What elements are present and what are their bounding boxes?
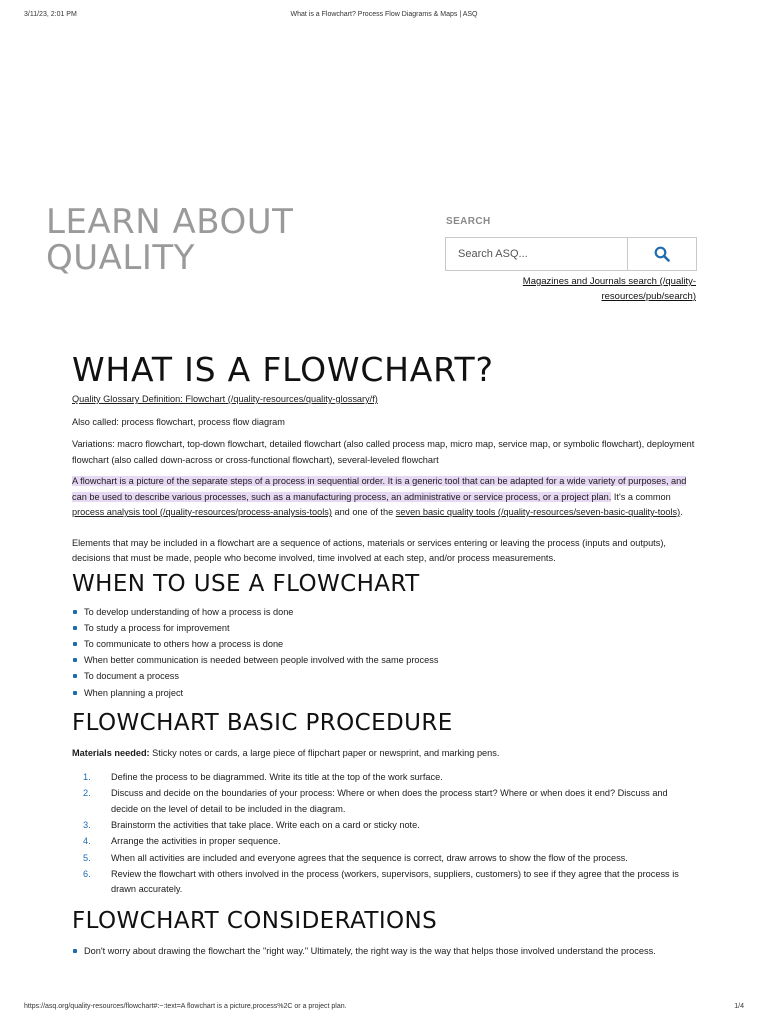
list-item: When planning a project [72,685,696,701]
page-title: WHAT IS A FLOWCHART? [72,350,494,389]
list-item: 2. Discuss and decide on the boundaries of your process: Where or when does the process start? Where or when does it end? Discuss and decide on the level of detail to be included in the diagram. [83,788,668,814]
print-page-number: 1/4 [734,1003,744,1010]
list-item: To develop understanding of how a process is done [72,604,696,620]
list-item: To study a process for improvement [72,620,696,636]
search-icon [654,246,670,262]
list-item: Don't worry about drawing the flowchart the "right way." Ultimately, the right way is the way that helps those involved understand the process. [72,943,696,959]
glossary-definition-link[interactable]: Quality Glossary Definition: Flowchart (/quality-resources/quality-glossary/f) [72,394,378,404]
search-button[interactable] [627,237,697,271]
elements-paragraph: Elements that may be included in a flowchart are a sequence of actions, materials or services entering or leaving the process (inputs and outputs), decisions that must be made, people who become involved, time involved at each step, and/or process measurements. [72,537,666,563]
when-to-use-list [72,604,696,701]
basic-procedure-heading: FLOWCHART BASIC PROCEDURE [72,709,453,736]
also-called-text: Also called: process flowchart, process flow diagram [72,416,285,427]
search-input[interactable] [445,237,627,271]
magazines-journals-search-link[interactable]: Magazines and Journals search (/quality-resources/pub/search) [522,276,696,302]
variations-text: Variations: macro flowchart, top-down flowchart, detailed flowchart (also called process map, micro map, service map, or symbolic flowchart), deployment flowchart (also called down-across or cross-functional flowchart), several-leveled flowchart [72,439,695,465]
article-content [72,350,696,959]
list-item: To document a process [72,668,696,684]
procedure-steps-list [72,770,696,898]
considerations-heading: FLOWCHART CONSIDERATIONS [72,907,438,934]
list-item: To communicate to others how a process is done [72,636,696,652]
list-item: 4. Arrange the activities in proper sequence. [83,836,281,847]
considerations-list [72,943,696,959]
highlighted-definition: A flowchart is a picture of the separate steps of a process in sequential order. It is a generic tool that can be adapted for a wide variety of purposes, and can be used to describe various processes, such as a manufacturing process, an administrative or service process, or a project plan. [72,476,687,502]
definition-paragraph: A flowchart is a picture of the separate steps of a process in sequential order. It is a generic tool that can be adapted for a wide variety of purposes, and can be used to describe various processes, such as a manufacturing process, an administrative or service process, or a project plan. It's a common process analysis tool (/quality-resources/process-analysis-tools) and one of the seven basic quality tools (/quality-resources/seven-basic-quality-tools). [72,476,687,517]
print-datetime: 3/11/23, 2:01 PM [24,11,77,18]
list-item: When better communication is needed between people involved with the same process [72,652,696,668]
print-url: https://asq.org/quality-resources/flowchart#:~:text=A flowchart is a picture,process%2C or a project plan. [24,1003,347,1010]
materials-needed-text: Materials needed: Sticky notes or cards, a large piece of flipchart paper or newsprint, and marking pens. [72,747,500,758]
list-item: 1. Define the process to be diagrammed. Write its title at the top of the work surface. [83,772,443,783]
when-to-use-heading: WHEN TO USE A FLOWCHART [72,570,420,597]
search-label: SEARCH [446,216,491,227]
list-item: 3. Brainstorm the activities that take place. Write each on a card or sticky note. [83,820,420,831]
list-item: 5. When all activities are included and everyone agrees that the sequence is correct, draw arrows to show the flow of the process. [83,852,628,863]
seven-basic-quality-tools-link[interactable]: seven basic quality tools (/quality-resources/seven-basic-quality-tools) [395,507,681,517]
list-item: 6. Review the flowchart with others involved in the process (workers, supervisors, suppliers, customers) to see if they agree that the process is drawn accurately. [83,868,679,895]
learn-about-quality-heading: LEARN ABOUT QUALITY [46,202,294,278]
process-analysis-tool-link[interactable]: process analysis tool (/quality-resources/process-analysis-tools) [72,507,332,517]
print-page-title: What is a Flowchart? Process Flow Diagrams & Maps | ASQ [290,11,478,18]
